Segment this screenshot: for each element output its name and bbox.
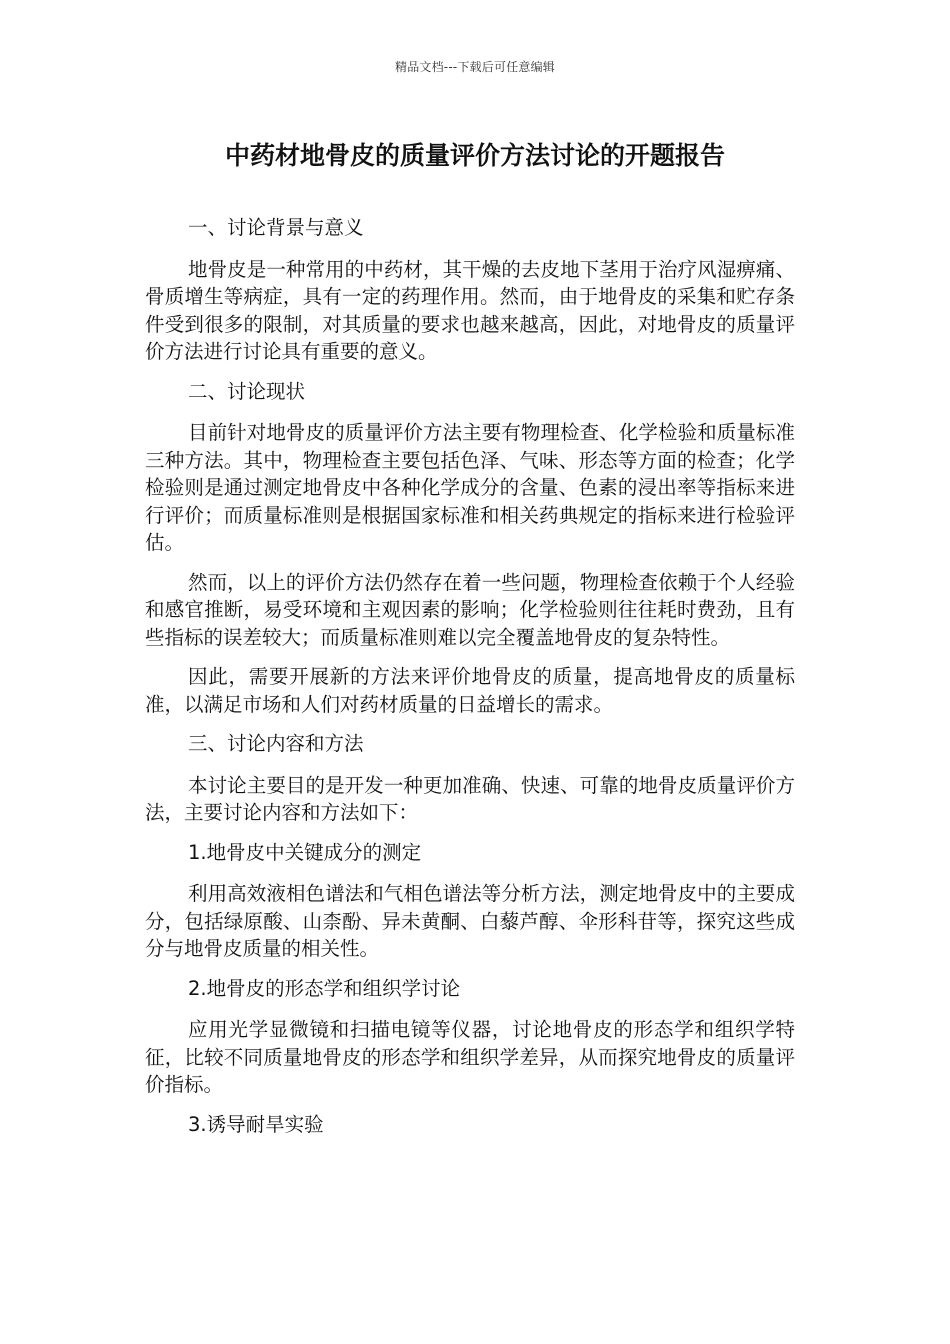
- section-heading-content-methods: 三、讨论内容和方法: [188, 732, 364, 755]
- header-note: 精品文档---下载后可任意编辑: [395, 60, 555, 74]
- document-body: [145, 214, 795, 1152]
- paragraph-status-need: 因此，需要开展新的方法来评价地骨皮的质量，提高地骨皮的质量标准，以满足市场和人们对药材质量的日益增长的需求。: [145, 665, 795, 716]
- paragraph-item-1: 利用高效液相色谱法和气相色谱法等分析方法，测定地骨皮中的主要成分，包括绿原酸、山柰酚、异未黄酮、白藜芦醇、伞形科苷等，探究这些成分与地骨皮质量的相关性。: [145, 882, 795, 960]
- subheading-item-2: 2.地骨皮的形态学和组织学讨论: [188, 976, 461, 1000]
- paragraph-item-2: 应用光学显微镜和扫描电镜等仪器，讨论地骨皮的形态学和组织学特征，比较不同质量地骨皮的形态学和组织学差异，从而探究地骨皮的质量评价指标。: [145, 1018, 795, 1096]
- section-heading-status: 二、讨论现状: [188, 379, 306, 403]
- paragraph-content-intro: 本讨论主要目的是开发一种更加准确、快速、可靠的地骨皮质量评价方法，主要讨论内容和方法如下：: [145, 773, 795, 824]
- subheading-item-3: 3.诱导耐旱实验: [188, 1112, 324, 1136]
- paragraph-status-methods: 目前针对地骨皮的质量评价方法主要有物理检查、化学检验和质量标准三种方法。其中，物理检查主要包括色泽、气味、形态等方面的检查；化学检验则是通过测定地骨皮中各种化学成分的含量、色素的浸出率等指标来进行评价；而质量标准则是根据国家标准和相关药典规定的指标来进行检验评估。: [145, 421, 795, 554]
- subheading-item-1: 1.地骨皮中关键成分的测定: [188, 840, 422, 864]
- document-title: 中药材地骨皮的质量评价方法讨论的开题报告: [224, 141, 725, 170]
- paragraph-status-problems: 然而，以上的评价方法仍然存在着一些问题，物理检查依赖于个人经验和感官推断，易受环境和主观因素的影响；化学检验则往往耗时费劲，且有些指标的误差较大；而质量标准则难以完全覆盖地骨皮的复杂特性。: [145, 570, 795, 649]
- paragraph-background: 地骨皮是一种常用的中药材，其干燥的去皮地下茎用于治疗风湿痹痛、骨质增生等病症，具有一定的药理作用。然而，由于地骨皮的采集和贮存条件受到很多的限制，对其质量的要求也越来越高，因此，对地骨皮的质量评价方法进行讨论具有重要的意义。: [145, 257, 795, 363]
- section-heading-background: 一、讨论背景与意义: [188, 216, 364, 239]
